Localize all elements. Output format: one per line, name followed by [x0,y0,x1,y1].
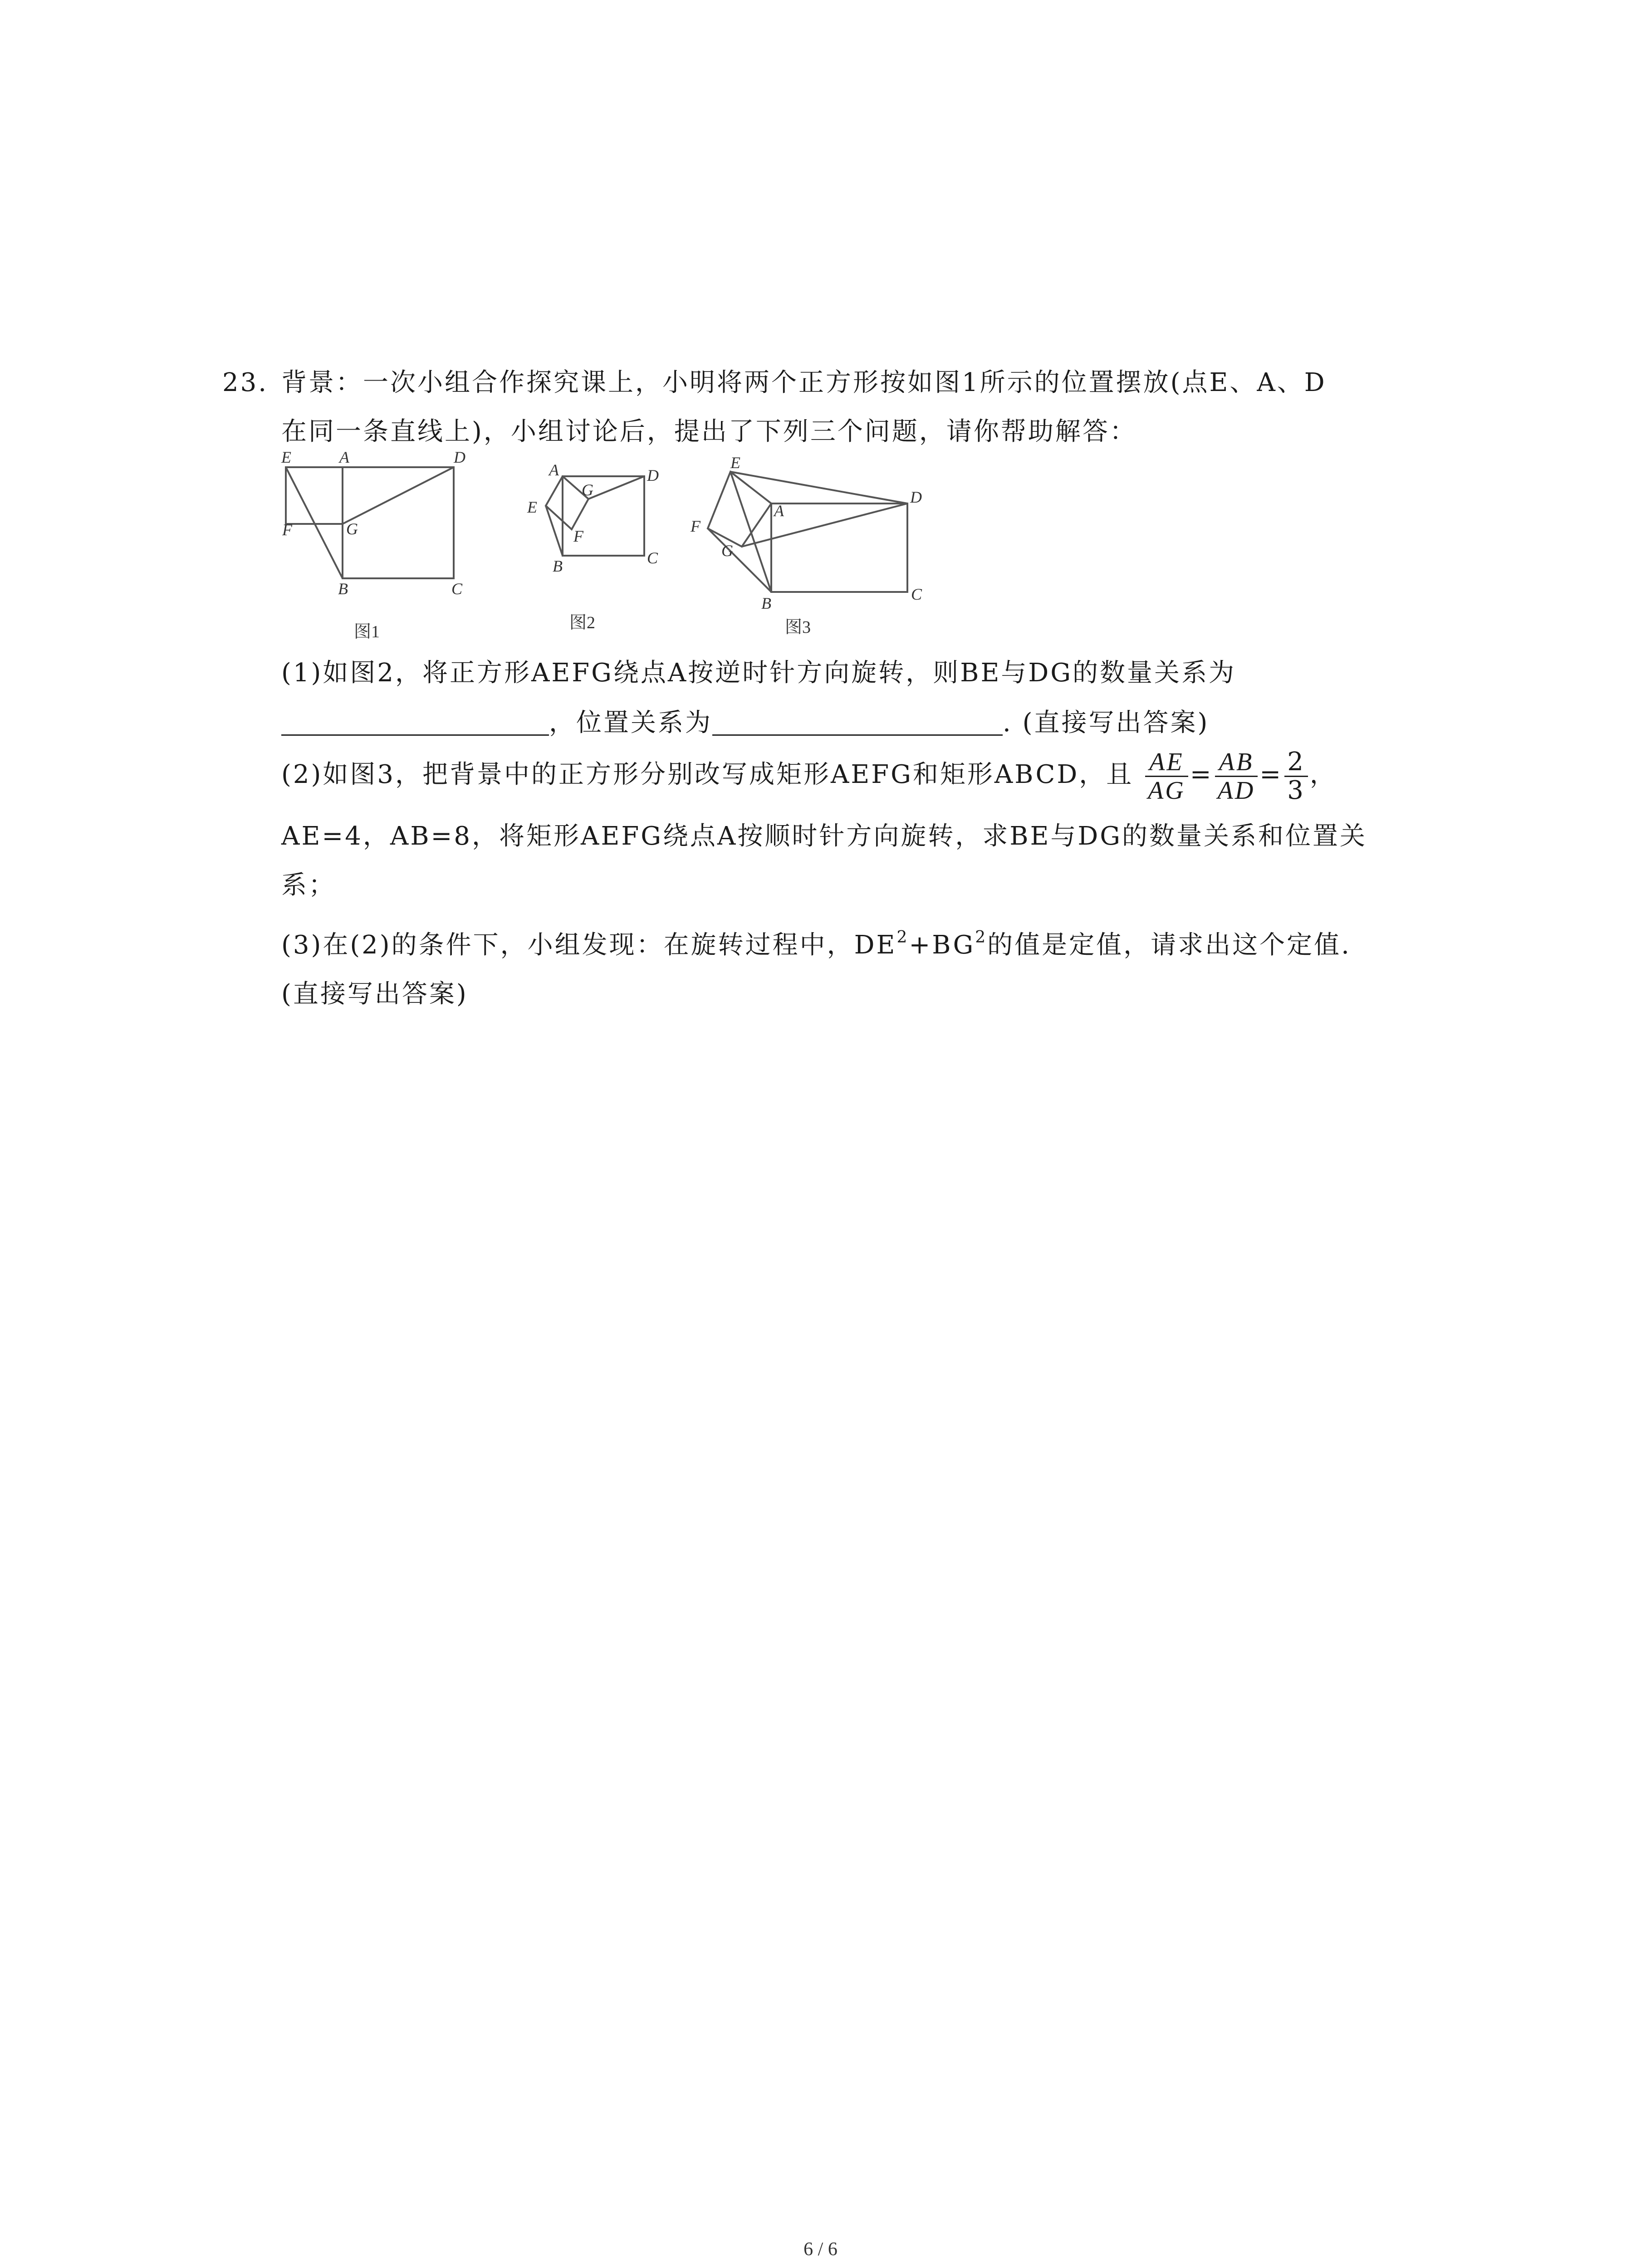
fig3-caption: 图3 [785,618,811,637]
part1-line-1: (1)如图2，将正方形AEFG绕点A按逆时针方向旋转，则BE与DG的数量关系为 [281,658,1236,688]
fraction-ae-ag-numerator: AE [1145,748,1188,777]
fig2-label-c: C [647,549,658,567]
fig3-label-a: A [774,502,784,520]
part1-line-2 [281,699,1209,748]
fraction-ae-ag [1145,748,1188,804]
fraction-ae-ag-denominator: AG [1148,777,1185,805]
fig2-label-e: E [527,498,537,516]
answer-blank-position[interactable] [712,709,1003,736]
question-number: 23. [222,368,269,397]
figures-row [272,445,975,644]
fig3-label-g: G [721,542,733,560]
fig2-label-f: F [573,527,583,545]
fraction-ab-ad [1215,748,1258,804]
fig1-label-d: D [454,448,465,466]
fig1-caption: 图1 [354,622,380,641]
fig1-label-b: B [338,580,348,598]
fig2-caption: 图2 [569,613,596,632]
fig2-label-b: B [553,557,563,575]
fraction-ab-ad-numerator: AB [1215,748,1258,777]
figure-3-lines [708,472,907,592]
fig2-label-d: D [647,466,659,484]
fig3-label-d: D [910,488,922,506]
fraction-two-thirds-denominator: 3 [1287,776,1305,805]
part3-line-2: (直接写出答案) [281,979,468,1009]
fig1-label-e: E [281,448,291,466]
intro-line-1: 背景：一次小组合作探究课上，小明将两个正方形按如图1所示的位置摆放(点E、A、D [281,368,1327,397]
figure-2-lines [546,476,644,556]
fig3-label-e: E [730,454,740,472]
fraction-two-thirds [1284,748,1308,804]
part3-pre: (3)在(2)的条件下，小组发现：在旋转过程中，DE [281,930,897,960]
part1-end-text: . (直接写出答案) [1003,708,1210,738]
fig1-label-g: G [346,520,358,538]
fig2-label-g: G [582,481,593,499]
fig3-label-c: C [911,585,922,603]
part2-line-1: (2)如图3，把背景中的正方形分别改写成矩形AEFG和矩形ABCD，且 $\frac{AE}{AG}$ = $\frac{AB}{AD}$ = $\frac{2}{3}$ ， [281,747,1337,805]
fig1-label-f: F [282,521,292,539]
fig1-label-c: C [451,580,463,598]
fraction-two-thirds-numerator: 2 [1284,748,1308,777]
fig1-label-a: A [339,448,349,466]
figure-1-lines [286,467,454,578]
part2-text: (2)如图3，把背景中的正方形分别改写成矩形AEFG和矩形ABCD，且 [281,760,1134,789]
part1-mid-text: ，位置关系为 [549,708,712,738]
fig2-label-a: A [549,461,559,479]
geometry-figures [272,445,975,644]
page-number: 6 / 6 [803,2239,838,2260]
fig3-label-b: B [761,594,771,612]
part3-mid: +BG [909,930,975,960]
part3-line-1 [281,921,1351,970]
part2-line-2: AE=4，AB=8，将矩形AEFG绕点A按顺时针方向旋转，求BE与DG的数量关系和位置关 [281,821,1367,851]
answer-blank-quantity[interactable] [281,709,549,736]
part3-post: 的值是定值，请求出这个定值. [987,930,1351,960]
part3-sup-2: 2 [975,928,988,947]
intro-line-2: 在同一条直线上)，小组讨论后，提出了下列三个问题，请你帮助解答： [281,417,1137,446]
part2-line-3: 系； [281,870,336,900]
fig3-label-f: F [691,517,700,535]
fraction-ab-ad-denominator: AD [1217,777,1255,805]
part3-sup-1: 2 [896,928,909,947]
